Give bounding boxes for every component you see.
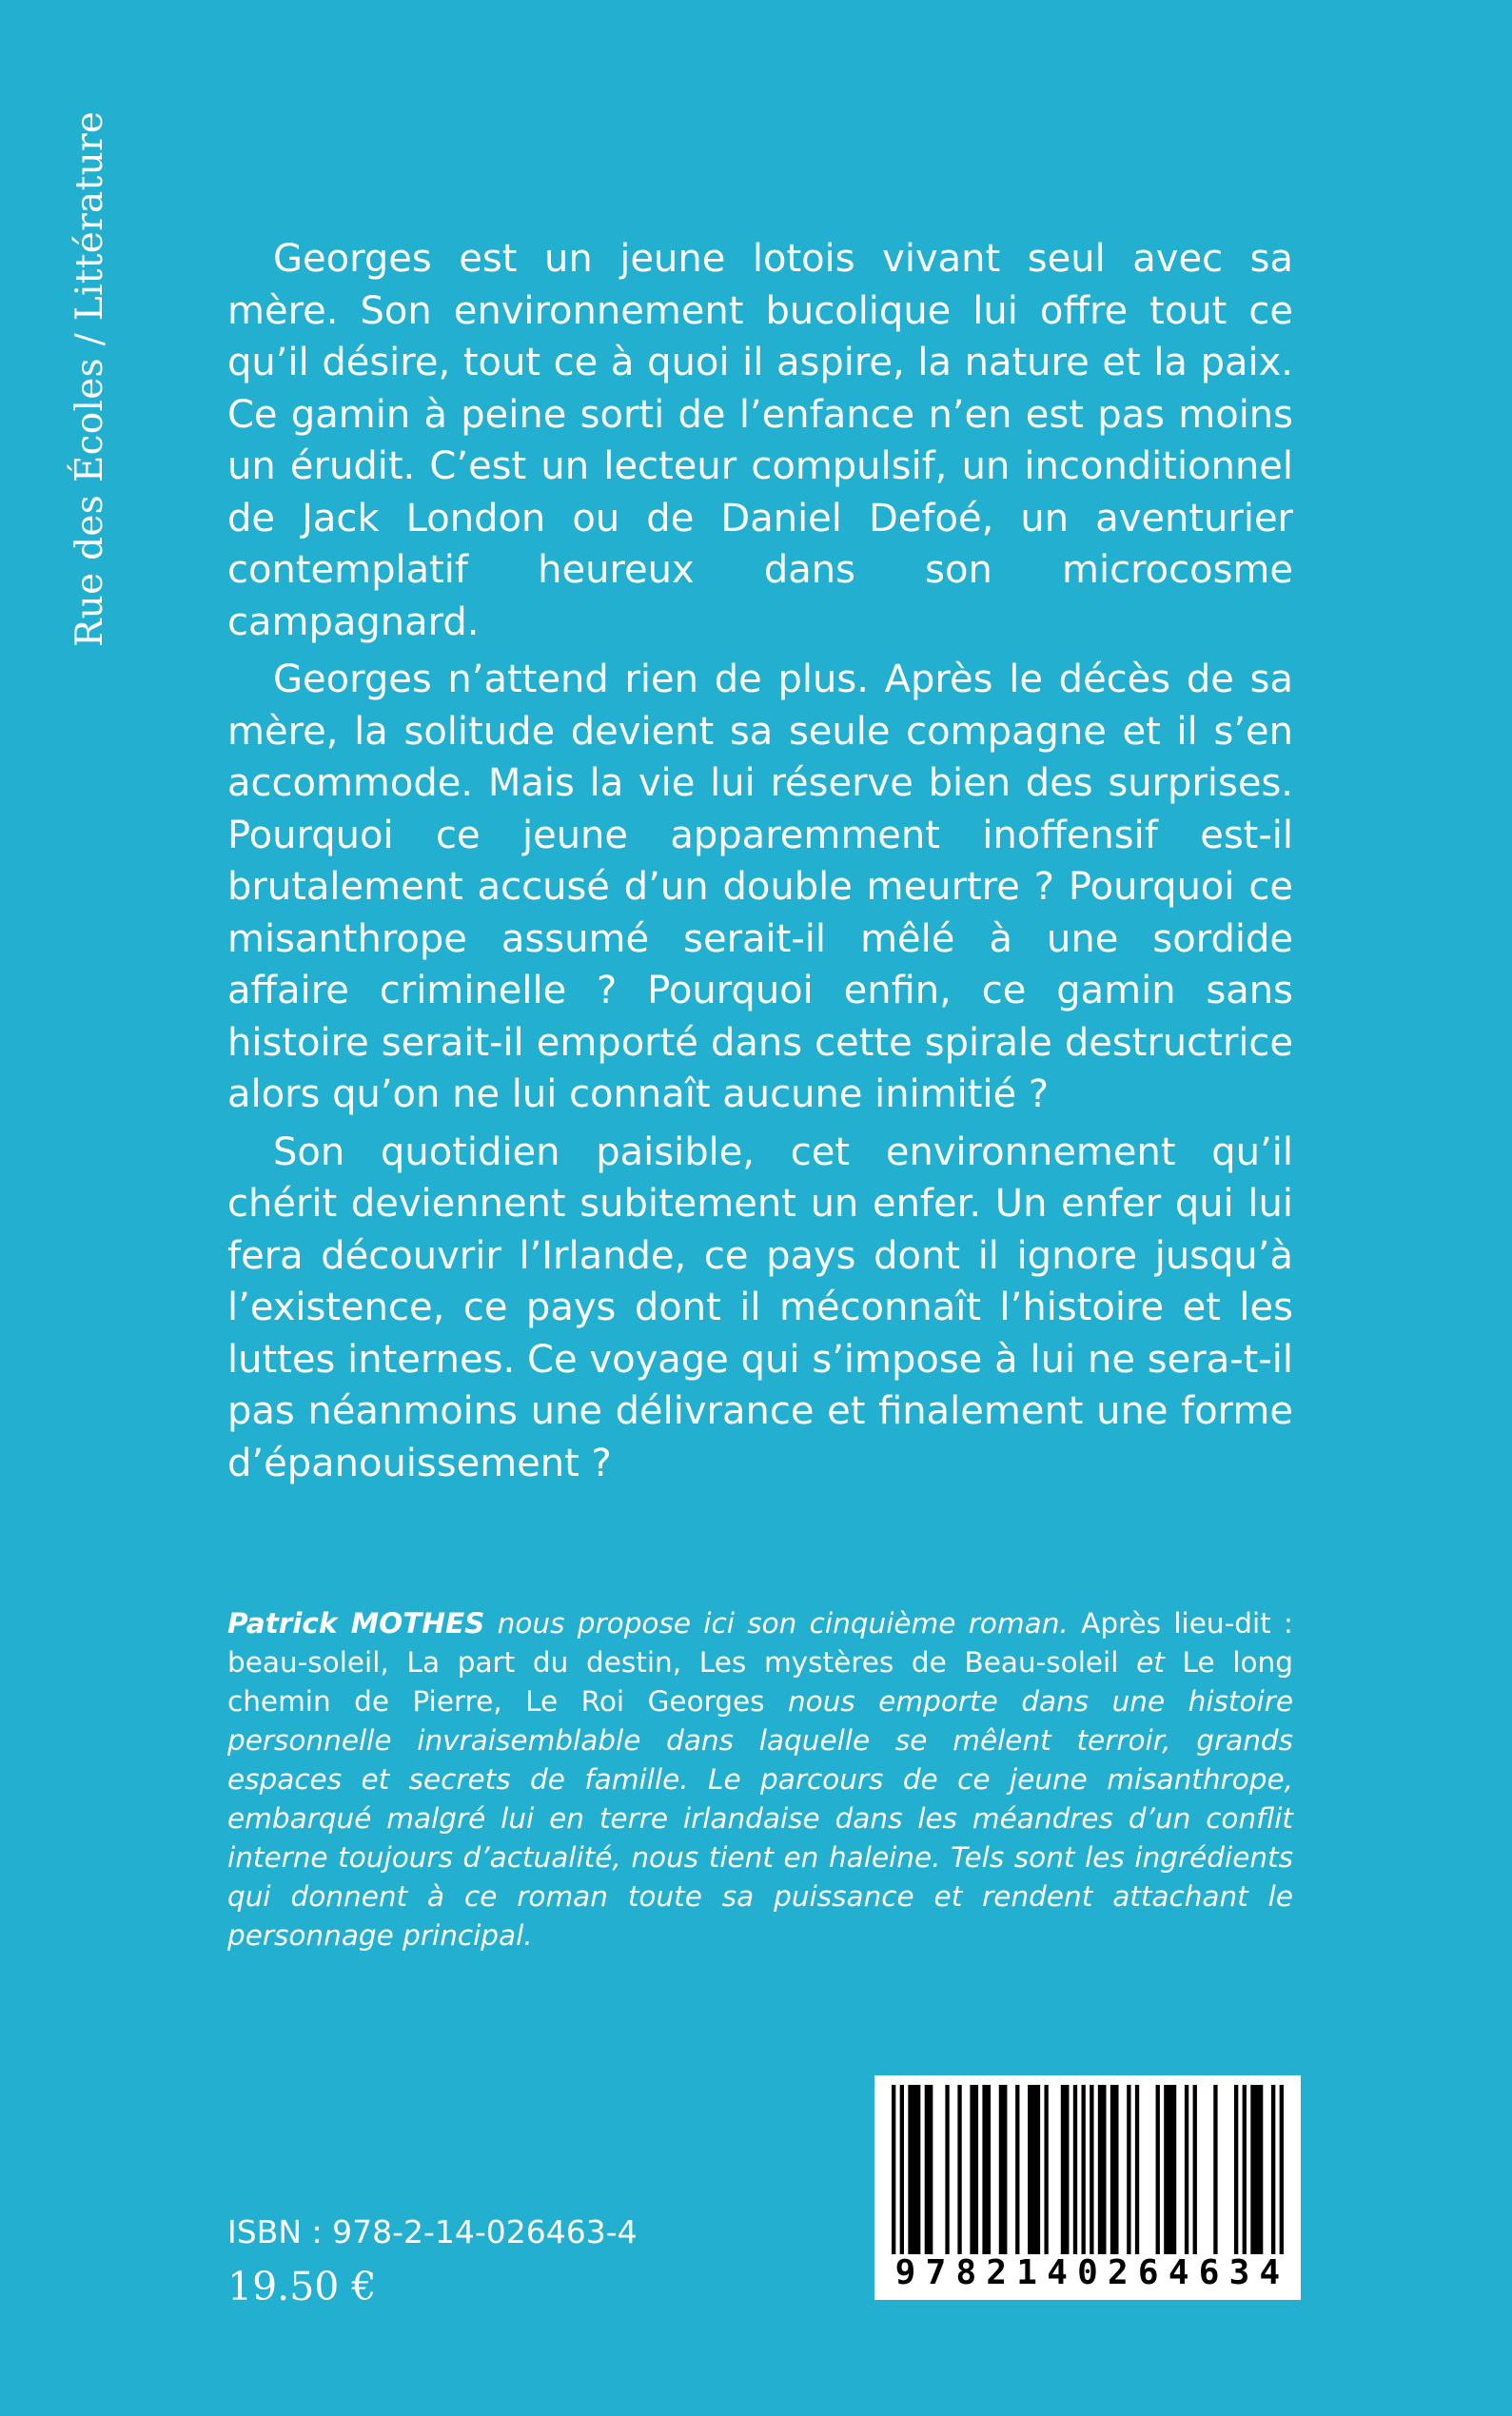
barcode xyxy=(874,2075,1301,2300)
barcode-bar xyxy=(1271,2085,1275,2254)
barcode-digit: 6 xyxy=(1198,2253,1220,2292)
barcode-bar xyxy=(945,2085,949,2254)
barcode-digit: 8 xyxy=(955,2253,977,2292)
barcode-bar xyxy=(1135,2085,1139,2254)
author-blurb-text: nous emporte dans une histoire personnelle invraisemblable dans laquelle se mêlent terroir, grands espaces et secrets de famille. Le parcours de ce jeune misanthrope, embarqué malgré lui en terre irlandaise dans les méandres d’un conflit interne toujours d’actualité, nous tient en haleine. Tels sont les ingrédients qui donnent à ce roman toute sa puissance et rendent attachant le personnage principal. xyxy=(227,1685,1293,1952)
barcode-bar xyxy=(925,2085,933,2254)
barcode-digit: 0 xyxy=(1077,2253,1098,2292)
barcode-bar xyxy=(1073,2085,1077,2254)
isbn: ISBN : 978-2-14-026463-4 xyxy=(227,2213,638,2250)
author-blurb-text: et xyxy=(1136,1646,1165,1679)
barcode-bar xyxy=(1193,2085,1197,2254)
barcode-bar xyxy=(970,2085,978,2254)
synopsis-paragraph: Georges est un jeune lotois vivant seul avec sa mère. Son environnement bucolique lui offre tout ce qu’il désire, tout ce à quoi il aspire, la nature et la paix. Ce gamin à peine sorti de l’enfance n’en est pas moins un érudit. C’est un lecteur compulsif, un inconditionnel de Jack London ou de Daniel Defoé, un aventurier contemplatif heureux dans son microcosme campagnard. xyxy=(227,237,1293,644)
barcode-digit: 4 xyxy=(1168,2253,1189,2292)
barcode-bar xyxy=(1213,2085,1217,2254)
barcode-bar xyxy=(1098,2085,1107,2254)
barcode-bar xyxy=(1185,2085,1188,2254)
barcode-digit: 4 xyxy=(1259,2253,1281,2292)
previous-titles: Le long chemin de Pierre, Le Roi Georges xyxy=(227,1646,1293,1718)
price: 19.50 € xyxy=(227,2264,377,2309)
barcode-digit: 7 xyxy=(925,2253,947,2292)
barcode-bar xyxy=(1044,2085,1048,2254)
barcode-digits xyxy=(892,2254,1284,2292)
barcode-bar xyxy=(1015,2085,1019,2254)
barcode-bar xyxy=(1127,2085,1130,2254)
barcode-digit: 6 xyxy=(1137,2253,1159,2292)
barcode-bar xyxy=(1234,2085,1238,2254)
author-blurb-text: nous propose ici son cinquième roman. xyxy=(484,1607,1082,1640)
barcode-bar xyxy=(1110,2085,1119,2254)
barcode-bar xyxy=(982,2085,991,2254)
barcode-bar xyxy=(908,2085,920,2254)
barcode-bar xyxy=(1081,2085,1085,2254)
barcode-bar xyxy=(1280,2085,1284,2254)
barcode-digit: 9 xyxy=(894,2253,916,2292)
previous-titles: Après lieu-dit : beau-soleil, La part du destin, Les mystères de Beau-soleil xyxy=(227,1607,1293,1679)
barcode-bar xyxy=(999,2085,1008,2254)
synopsis xyxy=(227,233,1293,1495)
barcode-bar xyxy=(1090,2085,1093,2254)
barcode-bar xyxy=(892,2085,895,2254)
barcode-digit: 2 xyxy=(1108,2253,1129,2292)
collection-label: Rue des Écoles / Littérature xyxy=(69,110,111,647)
synopsis-paragraph: Georges n’attend rien de plus. Après le décès de sa mère, la solitude devient sa seule compagne et il s’en accommode. Mais la vie lui réserve bien des surprises. Pourquoi ce jeune apparemment inoffensif est-il brutalement accusé d’un double meurtre ? Pourquoi ce misanthrope assumé serait-il mêlé à une sordide affaire criminelle ? Pourquoi enfin, ce gamin sans histoire serait-il emporté dans cette spirale destructrice alors qu’on ne lui connaît aucune inimitié ? xyxy=(227,658,1293,1116)
author-blurb xyxy=(227,1604,1293,1955)
barcode-bar xyxy=(1061,2085,1070,2254)
barcode-digit: 3 xyxy=(1228,2253,1250,2292)
author-name: Patrick MOTHES xyxy=(227,1607,485,1640)
barcode-digit: 4 xyxy=(1047,2253,1068,2292)
synopsis-paragraph: Son quotidien paisible, cet environnement qu’il chérit deviennent subitement un enfer. Un enfer qui lui fera découvrir l’Irlande, ce pays dont il ignore jusqu’à l’existence, ce pays dont il méconnaît l’histoire et les luttes internes. Ce voyage qui s’impose à lui ne sera-t-il pas néanmoins une délivrance et finalement une forme d’épanouissement ? xyxy=(227,1129,1293,1485)
barcode-digit: 1 xyxy=(1016,2253,1037,2292)
barcode-bar xyxy=(1028,2085,1040,2254)
barcode-bar xyxy=(1164,2085,1176,2254)
barcode-bar xyxy=(900,2085,904,2254)
barcode-bar xyxy=(1156,2085,1160,2254)
barcode-bar xyxy=(1243,2085,1247,2254)
barcode-bar xyxy=(1250,2085,1263,2254)
barcode-digit: 2 xyxy=(986,2253,1008,2292)
barcode-bars xyxy=(892,2085,1284,2254)
barcode-bars-graphic xyxy=(892,2085,1284,2254)
barcode-bar xyxy=(957,2085,961,2254)
